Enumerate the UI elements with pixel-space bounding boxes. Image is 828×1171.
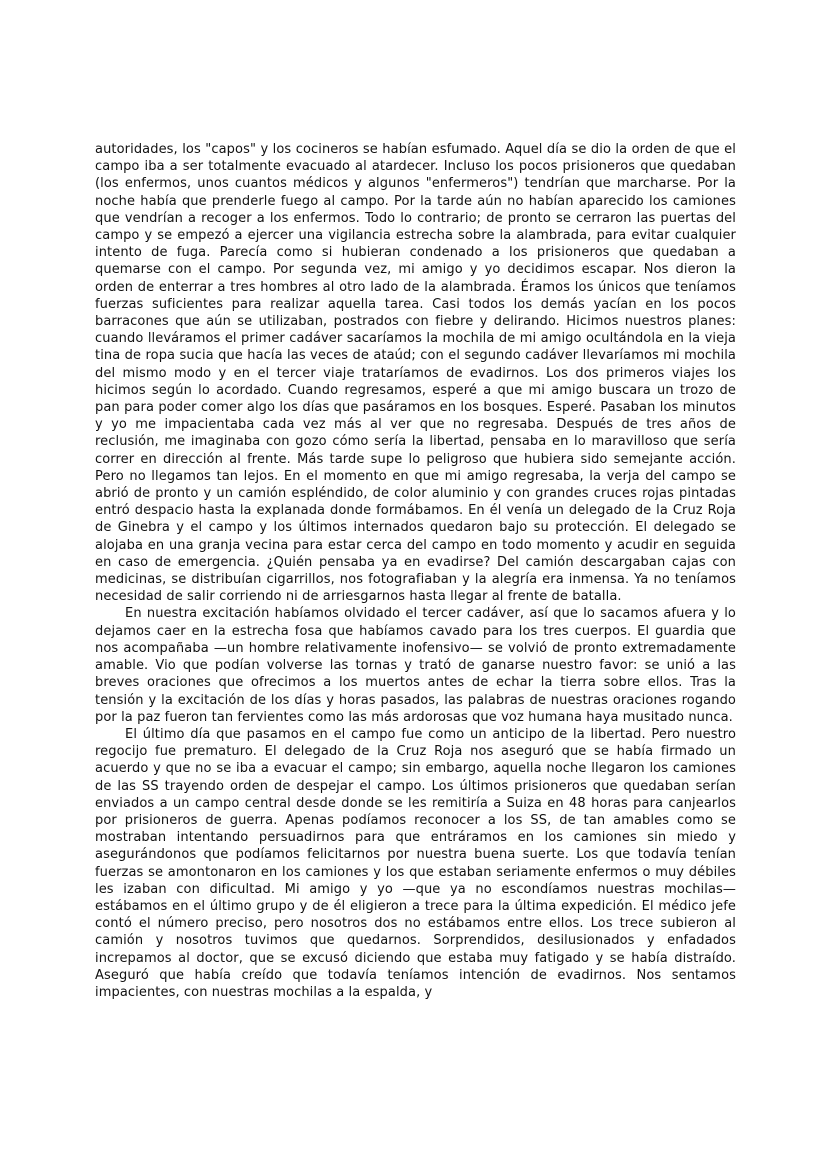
body-paragraph-1: autoridades, los "capos" y los cocineros se habían esfumado. Aquel día se dio la orden de que el campo iba a ser totalmente evacuado al atardecer. Incluso los pocos prisioneros que quedaban (los enfermos, unos cuantos médicos y algunos "enfermeros") tendrían que marcharse. Por la noche había que prenderle fuego al campo. Por la tarde aún no habían aparecido los camiones que vendrían a recoger a los enfermos. Todo lo contrario; de pronto se cerraron las puertas del campo y se empezó a ejercer una vigilancia estrecha sobre la alambrada, para evitar cualquier intento de fuga. Parecía como si hubieran condenado a los prisioneros que quedaban a quemarse con el campo. Por segunda vez, mi amigo y yo decidimos escapar. Nos dieron la orden de enterrar a tres hombres al otro lado de la alambrada. Éramos los únicos que teníamos fuerzas suficientes para realizar aquella tarea. Casi todos los demás yacían en los pocos barracones que aún se utilizaban, postrados con fiebre y delirando. Hicimos nuestros planes: cuando lleváramos el primer cadáver sacaríamos la mochila de mi amigo ocultándola en la vieja tina de ropa sucia que hacía las veces de ataúd; con el segundo cadáver llevaríamos mi mochila del mismo modo y en el tercer viaje trataríamos de evadirnos. Los dos primeros viajes los hicimos según lo acordado. Cuando regresamos, esperé a que mi amigo buscara un trozo de pan para poder comer algo los días que pasáramos en los bosques. Esperé. Pasaban los minutos y yo me impacientaba cada vez más al ver que no regresaba. Después de tres años de reclusión, me imaginaba con gozo cómo sería la libertad, pensaba en lo maravilloso que sería correr en dirección al frente. Más tarde supe lo peligroso que hubiera sido semejante acción. Pero no llegamos tan lejos. En el momento en que mi amigo regresaba, la verja del campo se abrió de pronto y un camión espléndido, de color aluminio y con grandes cruces rojas pintadas entró despacio hasta la explanada donde formábamos. En él venía un delegado de la Cruz Roja de Ginebra y el campo y los últimos internados quedaron bajo su protección. El delegado se alojaba en una granja vecina para estar cerca del campo en todo momento y acudir en seguida en caso de emergencia. ¿Quién pensaba ya en evadirse? Del camión descargaban cajas con medicinas, se distribuían cigarrillos, nos fotografiaban y la alegría era inmensa. Ya no teníamos necesidad de salir corriendo ni de arriesgarnos hasta llegar al frente de batalla.: [95, 142, 736, 605]
body-paragraph-2: En nuestra excitación habíamos olvidado el tercer cadáver, así que lo sacamos afuera y lo dejamos caer en la estrecha fosa que habíamos cavado para los tres cuerpos. El guardia que nos acompañaba —un hombre relativamente inofensivo— se volvió de pronto extremadamente amable. Vio que podían volverse las tornas y trató de ganarse nuestro favor: se unió a las breves oraciones que ofrecimos a los muertos antes de echar la tierra sobre ellos. Tras la tensión y la excitación de los días y horas pasados, las palabras de nuestras oraciones rogando por la paz fueron tan fervientes como las más ardorosas que voz humana haya musitado nunca.: [95, 606, 736, 725]
body-paragraph-3: El último día que pasamos en el campo fue como un anticipo de la libertad. Pero nuestro regocijo fue prematuro. El delegado de la Cruz Roja nos aseguró que se había firmado un acuerdo y que no se iba a evacuar el campo; sin embargo, aquella noche llegaron los camiones de las SS trayendo orden de despejar el campo. Los últimos prisioneros que quedaban serían enviados a un campo central desde donde se les remitiría a Suiza en 48 horas para canjearlos por prisioneros de guerra. Apenas podíamos reconocer a los SS, de tan amables como se mostraban intentando persuadirnos para que entráramos en los camiones sin miedo y asegurándonos que podíamos felicitarnos por nuestra buena suerte. Los que todavía tenían fuerzas se amontonaron en los camiones y los que estaban seriamente enfermos o muy débiles les izaban con dificultad. Mi amigo y yo —que ya no escondíamos nuestras mochilas— estábamos en el último grupo y de él eligieron a trece para la última expedición. El médico jefe contó el número preciso, pero nosotros dos no estábamos entre ellos. Los trece subieron al camión y nosotros tuvimos que quedarnos. Sorprendidos, desilusionados y enfadados increpamos al doctor, que se excusó diciendo que estaba muy fatigado y se había distraído. Aseguró que había creído que todavía teníamos intención de evadirnos. Nos sentamos impacientes, con nuestras mochilas a la espalda, y: [95, 726, 736, 1000]
